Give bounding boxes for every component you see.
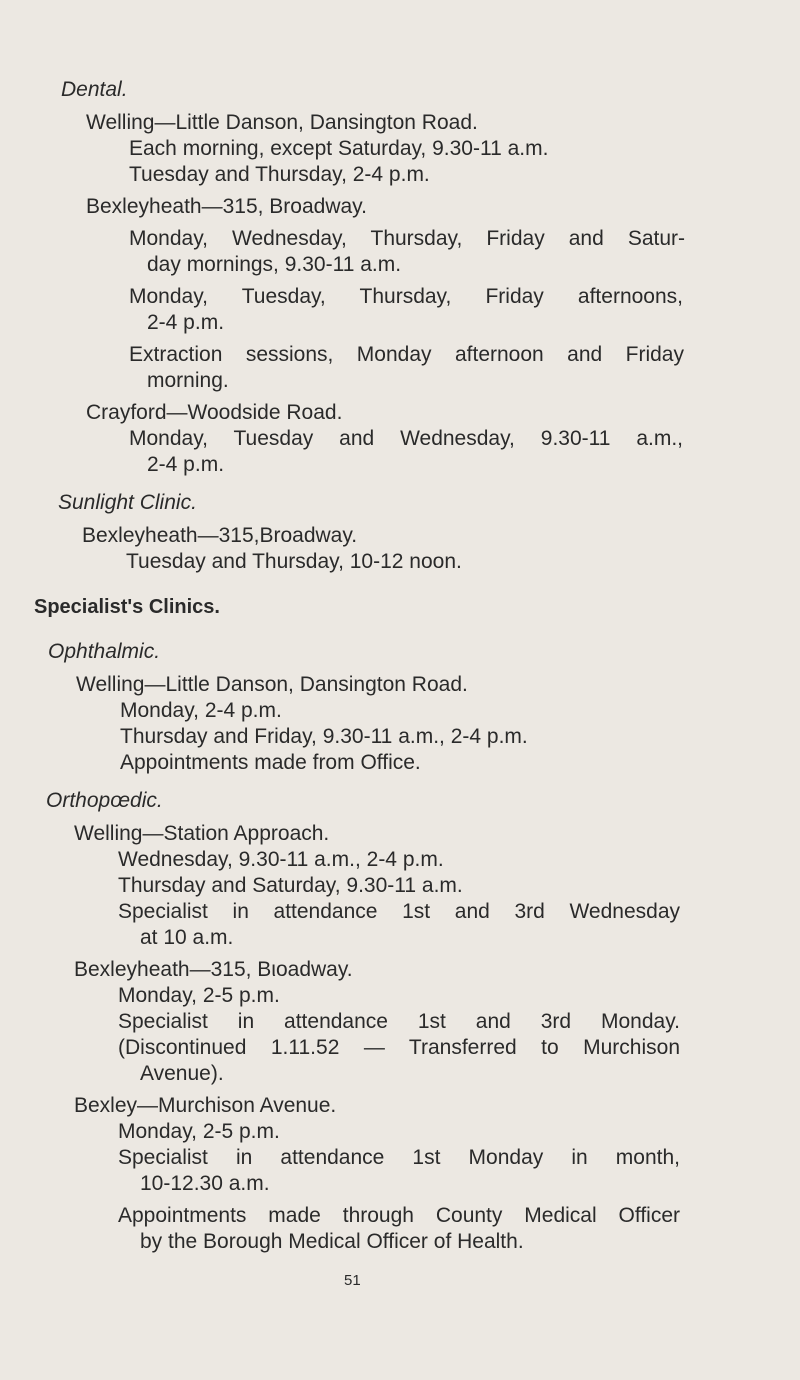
orthopaedic-bexley-location: Bexley—Murchison Avenue. (74, 1094, 337, 1117)
orthopaedic-heading: Orthopœdic. (46, 789, 163, 812)
dental-crayford-location: Crayford—Woodside Road. (86, 401, 343, 424)
ophthalmic-hours-2: Thursday and Friday, 9.30-11 a.m., 2-4 p.m. (120, 725, 528, 748)
dental-crayford-hours-1a: Monday, Tuesday and Wednesday, 9.30-11 a.m., (129, 427, 683, 450)
dental-bexleyheath-location: Bexleyheath—315, Broadway. (86, 195, 367, 218)
orthopaedic-bexley-hours: Monday, 2-5 p.m. (118, 1120, 280, 1143)
dental-bexleyheath-hours-3a: Extraction sessions, Monday afternoon and Friday (129, 343, 684, 366)
page-number: 51 (344, 1272, 361, 1289)
sunlight-bexleyheath-location: Bexleyheath—315,Broadway. (82, 524, 358, 547)
orthopaedic-bexleyheath-location: Bexleyheath—315, Bιoadway. (74, 958, 353, 981)
dental-bexleyheath-hours-1b: day mornings, 9.30-11 a.m. (147, 253, 402, 276)
sunlight-bexleyheath-hours: Tuesday and Thursday, 10-12 noon. (126, 550, 462, 573)
sunlight-heading: Sunlight Clinic. (58, 491, 197, 514)
orthopaedic-bexleyheath-hours: Monday, 2-5 p.m. (118, 984, 280, 1007)
dental-heading: Dental. (61, 78, 128, 101)
orthopaedic-bexleyheath-discontinued-a: (Discontinued 1.11.52 — Transferred to Murchison (118, 1036, 680, 1059)
dental-welling-hours-1: Each morning, except Saturday, 9.30-11 a.m. (129, 137, 549, 160)
dental-welling-location: Welling—Little Danson, Dansington Road. (86, 111, 478, 134)
dental-bexleyheath-hours-1a: Monday, Wednesday, Thursday, Friday and Satur- (129, 227, 685, 250)
orthopaedic-bexley-appointments-b: by the Borough Medical Officer of Health. (140, 1230, 524, 1253)
specialists-heading: Specialist's Clinics. (34, 596, 220, 618)
orthopaedic-bexleyheath-discontinued-b: Avenue). (140, 1062, 224, 1085)
dental-bexleyheath-hours-3b: morning. (147, 369, 229, 392)
orthopaedic-bexleyheath-specialist: Specialist in attendance 1st and 3rd Monday. (118, 1010, 680, 1033)
orthopaedic-bexley-specialist-b: 10-12.30 a.m. (140, 1172, 270, 1195)
orthopaedic-bexley-appointments-a: Appointments made through County Medical Officer (118, 1204, 680, 1227)
ophthalmic-appointments: Appointments made from Office. (120, 751, 421, 774)
orthopaedic-bexley-specialist-a: Specialist in attendance 1st Monday in month, (118, 1146, 680, 1169)
ophthalmic-welling-location: Welling—Little Danson, Dansington Road. (76, 673, 468, 696)
orthopaedic-welling-specialist-b: at 10 a.m. (140, 926, 234, 949)
dental-welling-hours-2: Tuesday and Thursday, 2-4 p.m. (129, 163, 430, 186)
orthopaedic-welling-hours-1: Wednesday, 9.30-11 a.m., 2-4 p.m. (118, 848, 444, 871)
dental-bexleyheath-hours-2a: Monday, Tuesday, Thursday, Friday afternoons, (129, 285, 683, 308)
dental-bexleyheath-hours-2b: 2-4 p.m. (147, 311, 225, 334)
orthopaedic-welling-specialist-a: Specialist in attendance 1st and 3rd Wednesday (118, 900, 680, 923)
dental-crayford-hours-1b: 2-4 p.m. (147, 453, 225, 476)
orthopaedic-welling-location: Welling—Station Approach. (74, 822, 330, 845)
orthopaedic-welling-hours-2: Thursday and Saturday, 9.30-11 a.m. (118, 874, 463, 897)
ophthalmic-heading: Ophthalmic. (48, 640, 161, 663)
ophthalmic-hours-1: Monday, 2-4 p.m. (120, 699, 282, 722)
